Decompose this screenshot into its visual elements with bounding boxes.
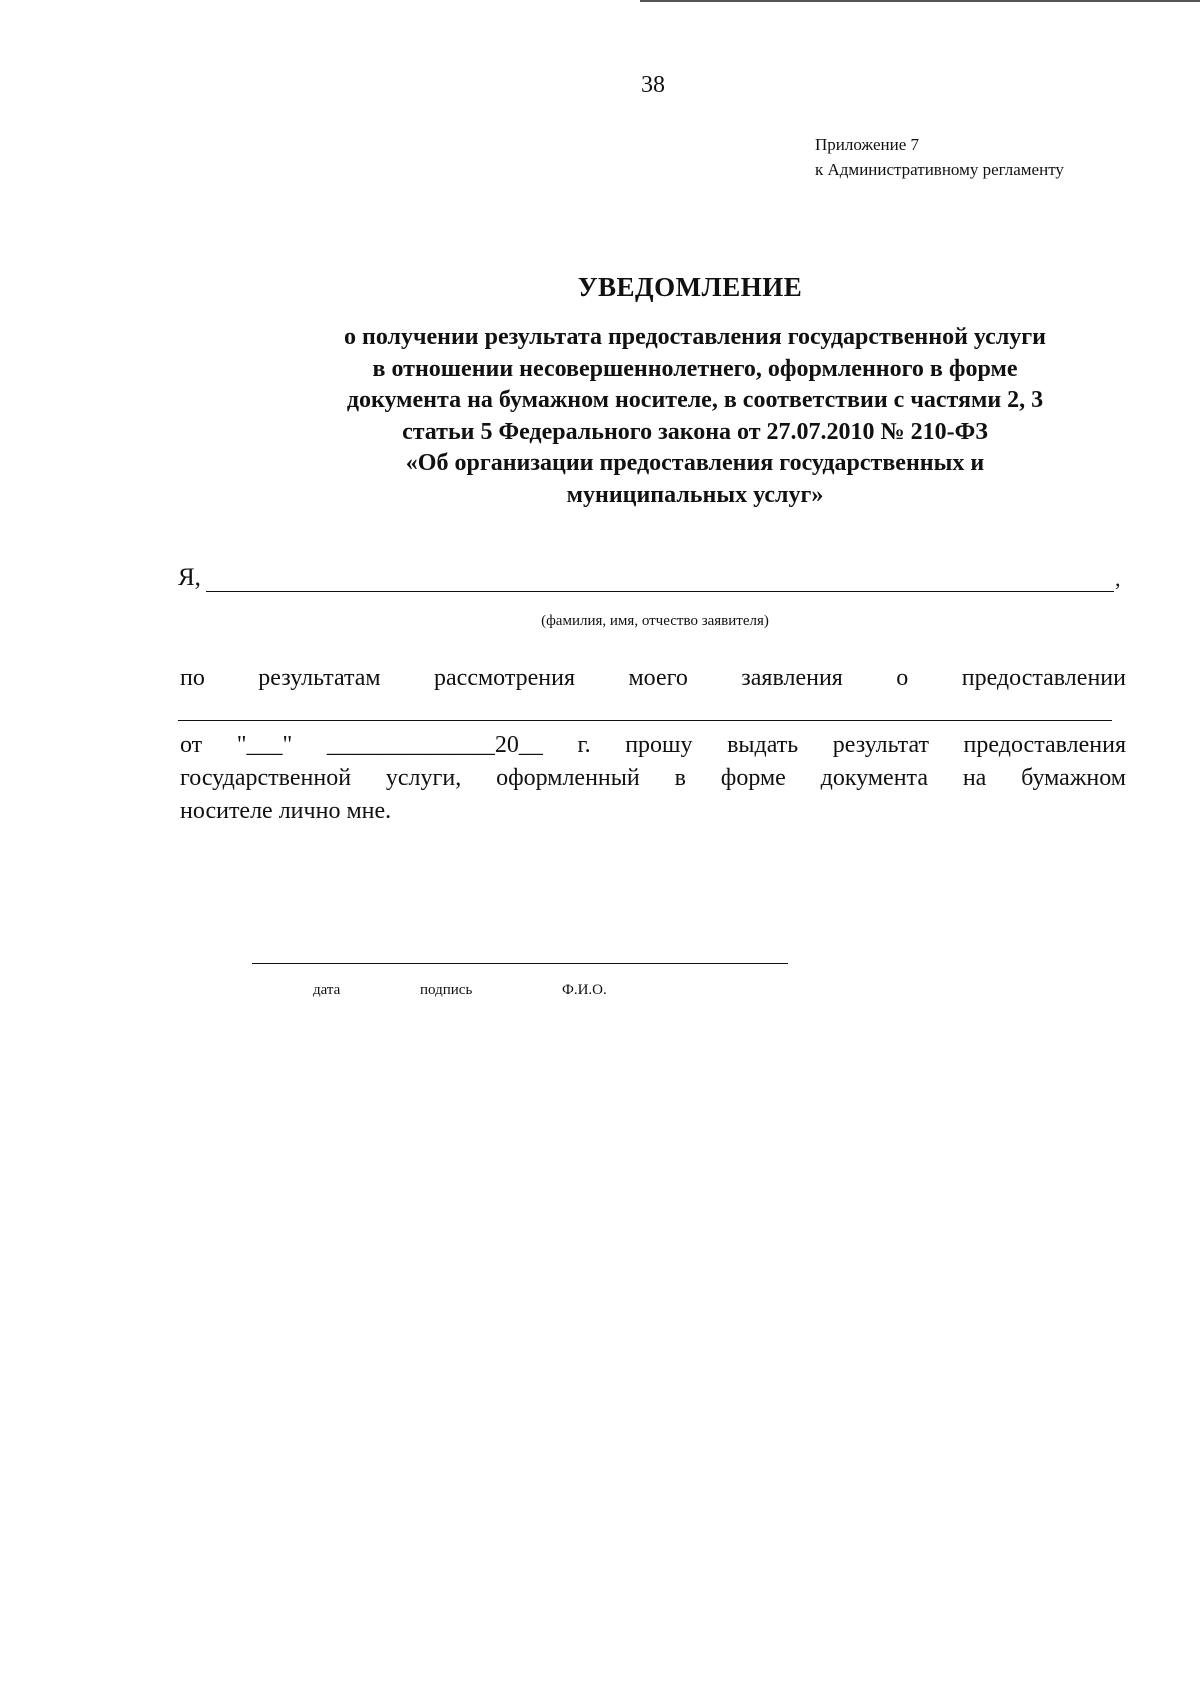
body-line-4: государственной услуги, оформленный в форме документа на бумажном <box>180 765 1126 791</box>
body-word: моего <box>628 665 688 691</box>
document-title: УВЕДОМЛЕНИЕ <box>577 272 803 302</box>
subtitle-line: статьи 5 Федерального закона от 27.07.2010 № 210-ФЗ <box>402 418 988 445</box>
page-number: 38 <box>641 72 665 98</box>
subtitle-line: о получении результата предоставления государственной услуги <box>343 324 1047 350</box>
body-word: предоставлении <box>961 665 1126 691</box>
signature-label: подпись <box>420 982 473 998</box>
scan-edge-line <box>640 0 1200 2</box>
body-line-5: носителе лично мне. <box>180 798 392 824</box>
subtitle-line: в отношении несовершеннолетнего, оформленного в форме <box>372 355 1018 382</box>
body-line-1 <box>180 665 1126 692</box>
body-line-3: от "___" ______________20__ г. прошу выдать результат предоставления <box>180 732 1126 758</box>
service-name-field[interactable] <box>178 720 1112 721</box>
document-subtitle <box>255 322 1135 511</box>
body-word: по <box>180 665 205 691</box>
subtitle-line: документа на бумажном носителе, в соответствии с частями 2, 3 <box>346 387 1044 413</box>
body-word: о <box>896 665 909 691</box>
date-label: дата <box>313 982 341 998</box>
applicant-name-caption: (фамилия, имя, отчество заявителя) <box>541 613 769 629</box>
appendix-line-2: к Административному регламенту <box>815 160 1064 179</box>
applicant-name-row <box>178 564 1128 598</box>
applicant-comma: , <box>1115 566 1121 591</box>
appendix-line-1: Приложение 7 <box>815 135 919 154</box>
applicant-name-field[interactable] <box>206 591 1114 592</box>
body-word: рассмотрения <box>434 665 576 691</box>
body-word: заявления <box>741 665 843 691</box>
appendix-note <box>815 132 1064 182</box>
full-name-label: Ф.И.О. <box>562 982 607 998</box>
signature-line[interactable] <box>252 963 788 964</box>
subtitle-line: «Об организации предоставления государственных и <box>405 450 985 476</box>
body-paragraph <box>180 729 1126 828</box>
body-word: результатам <box>258 665 381 691</box>
applicant-prefix: Я, <box>178 564 201 591</box>
subtitle-line: муниципальных услуг» <box>566 481 824 508</box>
